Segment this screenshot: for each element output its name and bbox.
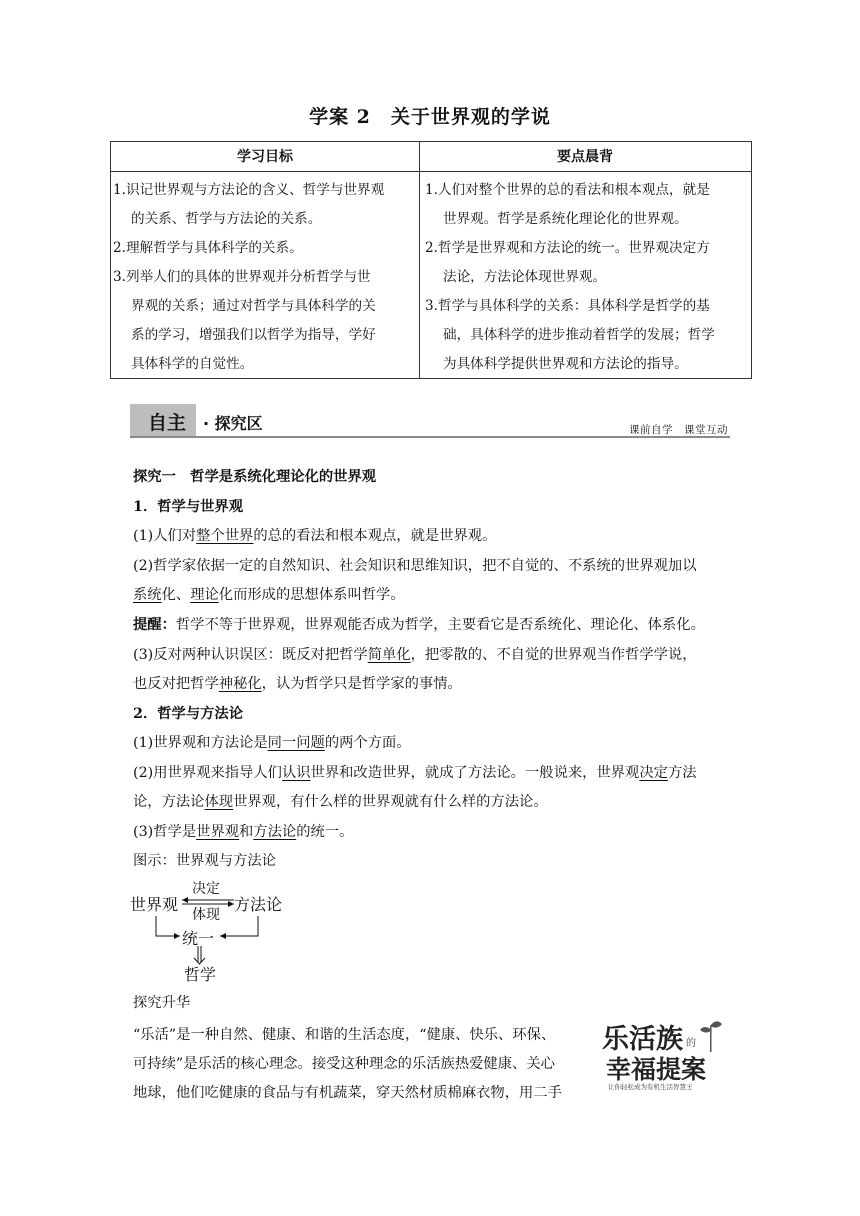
banner-tag: 课前自学 课堂互动 bbox=[629, 424, 728, 436]
explore-heading: 探究一 哲学是系统化理论化的世界观 bbox=[133, 469, 377, 485]
diagram-decides: 决定 bbox=[192, 881, 220, 897]
keypoint-line: 3.哲学与具体科学的关系：具体科学是哲学的基 bbox=[425, 298, 710, 314]
goal-line: 2.理解哲学与具体科学的关系。 bbox=[113, 240, 303, 256]
goals-table bbox=[110, 141, 752, 379]
goals-column bbox=[113, 176, 413, 379]
lohas-book-cover-image bbox=[602, 1016, 727, 1092]
keypoint-line: 础，具体科学的进步推动着哲学的发展；哲学 bbox=[443, 327, 715, 343]
worldview-methodology-diagram bbox=[130, 878, 300, 988]
diagram-unify: 统一 bbox=[182, 929, 215, 948]
paragraph: 论，方法论体现世界观，有什么样的世界观就有什么样的方法论。 bbox=[133, 794, 548, 810]
section-banner bbox=[130, 402, 730, 438]
cover-small: 的 bbox=[686, 1038, 696, 1049]
keypoint-line: 世界观。哲学是系统化理论化的世界观。 bbox=[443, 211, 688, 227]
page-title: 学案 2 关于世界观的学说 bbox=[309, 106, 551, 128]
keypoint-line: 2.哲学是世界观和方法论的统一。世界观决定方 bbox=[425, 240, 710, 256]
keypoint-line: 为具体科学提供世界观和方法论的指导。 bbox=[443, 356, 688, 372]
cover-title-2: 幸福提案 bbox=[606, 1055, 707, 1084]
goal-line: 1.识记世界观与方法论的含义、哲学与世界观 bbox=[113, 182, 385, 198]
diagram-worldview: 世界观 bbox=[130, 895, 179, 914]
explore-upgrade-heading: 探究升华 bbox=[133, 995, 191, 1011]
cover-title-1: 乐活族 bbox=[602, 1024, 683, 1055]
paragraph: 也反对把哲学神秘化，认为哲学只是哲学家的事情。 bbox=[133, 676, 462, 692]
diagram-methodology: 方法论 bbox=[234, 895, 283, 914]
table-header-goals: 学习目标 bbox=[237, 149, 293, 165]
section-heading-2: 2．哲学与方法论 bbox=[133, 706, 244, 722]
keypoints-column bbox=[425, 176, 747, 379]
paragraph: (1)世界观和方法论是同一问题的两个方面。 bbox=[133, 735, 411, 751]
tip: 提醒：哲学不等于世界观，世界观能否成为哲学，主要看它是否系统化、理论化、体系化。 bbox=[133, 617, 705, 633]
table-header-keypoints: 要点晨背 bbox=[557, 149, 613, 165]
paragraph: 可持续”是乐活的核心理念。接受这种理念的乐活族热爱健康、关心 bbox=[133, 1056, 555, 1072]
paragraph: (1)人们对整个世界的总的看法和根本观点，就是世界观。 bbox=[133, 528, 497, 544]
goal-line: 系的学习，增强我们以哲学为指导，学好 bbox=[131, 327, 376, 343]
goal-line: 界观的关系；通过对哲学与具体科学的关 bbox=[131, 298, 376, 314]
paragraph: 系统化、理论化而形成的思想体系叫哲学。 bbox=[133, 587, 405, 603]
banner-subtitle: · 探究区 bbox=[203, 414, 263, 433]
keypoint-line: 1.人们对整个世界的总的看法和根本观点，就是 bbox=[425, 182, 710, 198]
paragraph: (2)用世界观来指导人们认识世界和改造世界，就成了方法论。一般说来，世界观决定方法 bbox=[133, 765, 697, 781]
paragraph: 地球，他们吃健康的食品与有机蔬菜，穿天然材质棉麻衣物，用二手 bbox=[133, 1085, 562, 1101]
diagram-reflects: 体现 bbox=[192, 907, 220, 923]
goal-line: 具体科学的自觉性。 bbox=[131, 356, 254, 372]
diagram-philosophy: 哲学 bbox=[184, 965, 217, 984]
paragraph: (3)反对两种认识误区：既反对把哲学简单化，把零散的、不自觉的世界观当作哲学学说， bbox=[133, 647, 697, 663]
paragraph: “乐活”是一种自然、健康、和谐的生活态度，“健康、快乐、环保、 bbox=[133, 1027, 556, 1043]
banner-title: 自主 bbox=[148, 412, 187, 434]
paragraph: (2)哲学家依据一定的自然知识、社会知识和思维知识，把不自觉的、不系统的世界观加以 bbox=[133, 558, 697, 574]
goal-line: 3.列举人们的具体的世界观并分析哲学与世 bbox=[113, 269, 371, 285]
paragraph: (3)哲学是世界观和方法论的统一。 bbox=[133, 824, 354, 840]
keypoint-line: 法论，方法论体现世界观。 bbox=[443, 269, 607, 285]
goal-line: 的关系、哲学与方法论的关系。 bbox=[131, 211, 322, 227]
section-heading-1: 1．哲学与世界观 bbox=[133, 499, 244, 515]
figure-caption: 图示：世界观与方法论 bbox=[133, 853, 276, 869]
cover-tagline: 让你轻松成为有机生活智慧王 bbox=[608, 1083, 693, 1091]
diagram-arrows bbox=[130, 878, 300, 988]
